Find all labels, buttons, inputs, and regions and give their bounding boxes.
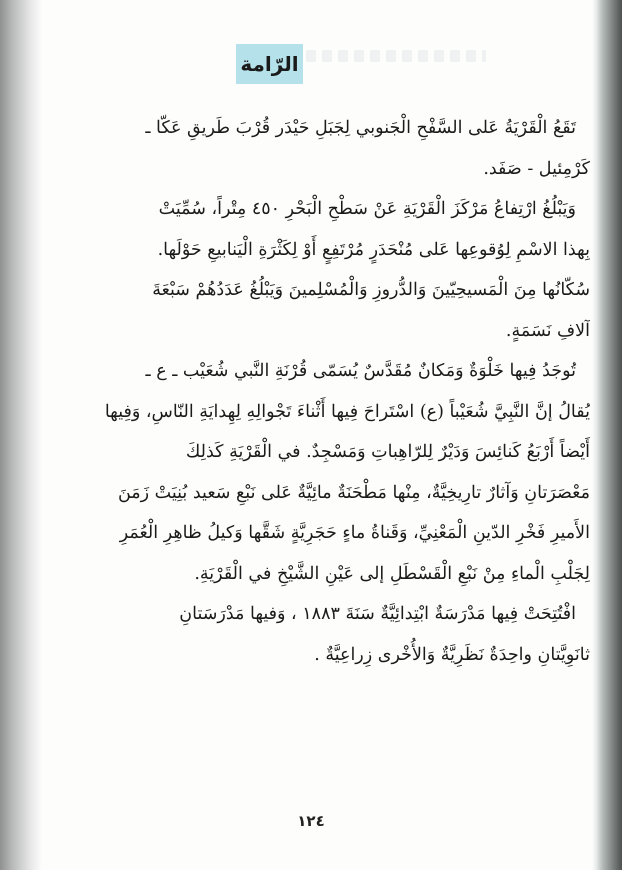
text-line: مَعْصَرَتانِ وَآثارٌ تارِيخِيَّةٌ، مِنْها مَطْحَنَةٌ مائِيَّةٌ عَلى نَبْعِ سَعيد بُنِيَتْ زَمَنَ [117,482,590,503]
text-line: تَقَعُ الْقَرْيَةُ عَلى السَّفْحِ الْجَنوبي لِجَبَلِ حَيْدَر قُرْبَ طَريقِ عَكّا ـ [145,118,576,138]
text-line: وَيَبْلُغُ ارْتِفاعُ مَرْكَزَ الْقَرْيَةِ عَنْ سَطْحِ الْبَحْرِ ٤٥٠ مِتْراً، سُمِّيَتْ [158,199,576,219]
text-line: بِهذا الاسْمِ لِوُقوعِها عَلى مُنْحَدَرٍ مُرْتَفِعٍ أَوْ لِكَثْرَةِ الْيَنابيعِ حَوْلَها. [157,239,590,260]
text-line: آلافِ نَسَمَةٍ. [505,320,590,341]
text-line: تُوجَدُ فِيها خَلْوَةٌ وَمَكانٌ مُقَدَّسٌ يُسَمّى قُرْنَةِ النَّبي شُعَيْب ـ ع ـ [145,361,576,381]
bleed-through-text [306,50,486,62]
text-line: يُقالُ إنَّ النَّبِيَّ شُعَيْباً (ع) اسْتَراحَ فِيها أَثْناءَ تَجْوالِهِ لِهِدايَةِ النّاسِ، وَفِيها [104,401,590,422]
title-highlight-box [236,44,303,84]
text-line: لِجَلْبِ الْماءِ مِنْ نَبْعِ الْقَسْطَلِ إلى عَيْنِ الشَّيْخِ في الْقَرْيَةِ. [194,563,590,584]
page-gutter-shadow-left [0,0,42,870]
text-line: أَيْضاً أَرْبَعُ كَنائِسَ وَدَيْرٌ لِلرّاهِباتِ وَمَسْجِدٌ. في الْقَرْيَةِ كَذلِكَ [185,442,590,462]
text-line: ثانَوِيَّتانِ واحِدَةٌ نَظَرِيَّةٌ وَالأُخْرى زِراعِيَّةٌ . [314,644,590,665]
text-line: كَرْمِئيل - صَفَد. [483,158,590,179]
page-number: ١٢٤ [297,812,325,830]
text-line: سُكّانُها مِنَ الْمَسيحِيّينَ وَالدُّروزِ وَالْمُسْلِمينَ وَيَبْلُغُ عَدَدُهُمْ سَبْعَةَ [152,280,590,300]
page-edge-shadow-right [592,0,622,870]
text-line: الأَميرِ فَخْرِ الدّينِ الْمَعْنِيِّ، وَقَناةُ ماءٍ حَجَرِيَّةٍ شَقَّها وَكيلُ ظاهِرِ الْعُمَرِ [119,523,590,543]
body-text [62,108,590,675]
text-line: افْتُتِحَتْ فِيها مَدْرَسَةٌ ابْتِدائِيَّةٌ سَنَةَ ١٨٨٣ ، وَفيها مَدْرَسَتانِ [179,604,576,624]
page-title: الرّامة [240,52,299,76]
